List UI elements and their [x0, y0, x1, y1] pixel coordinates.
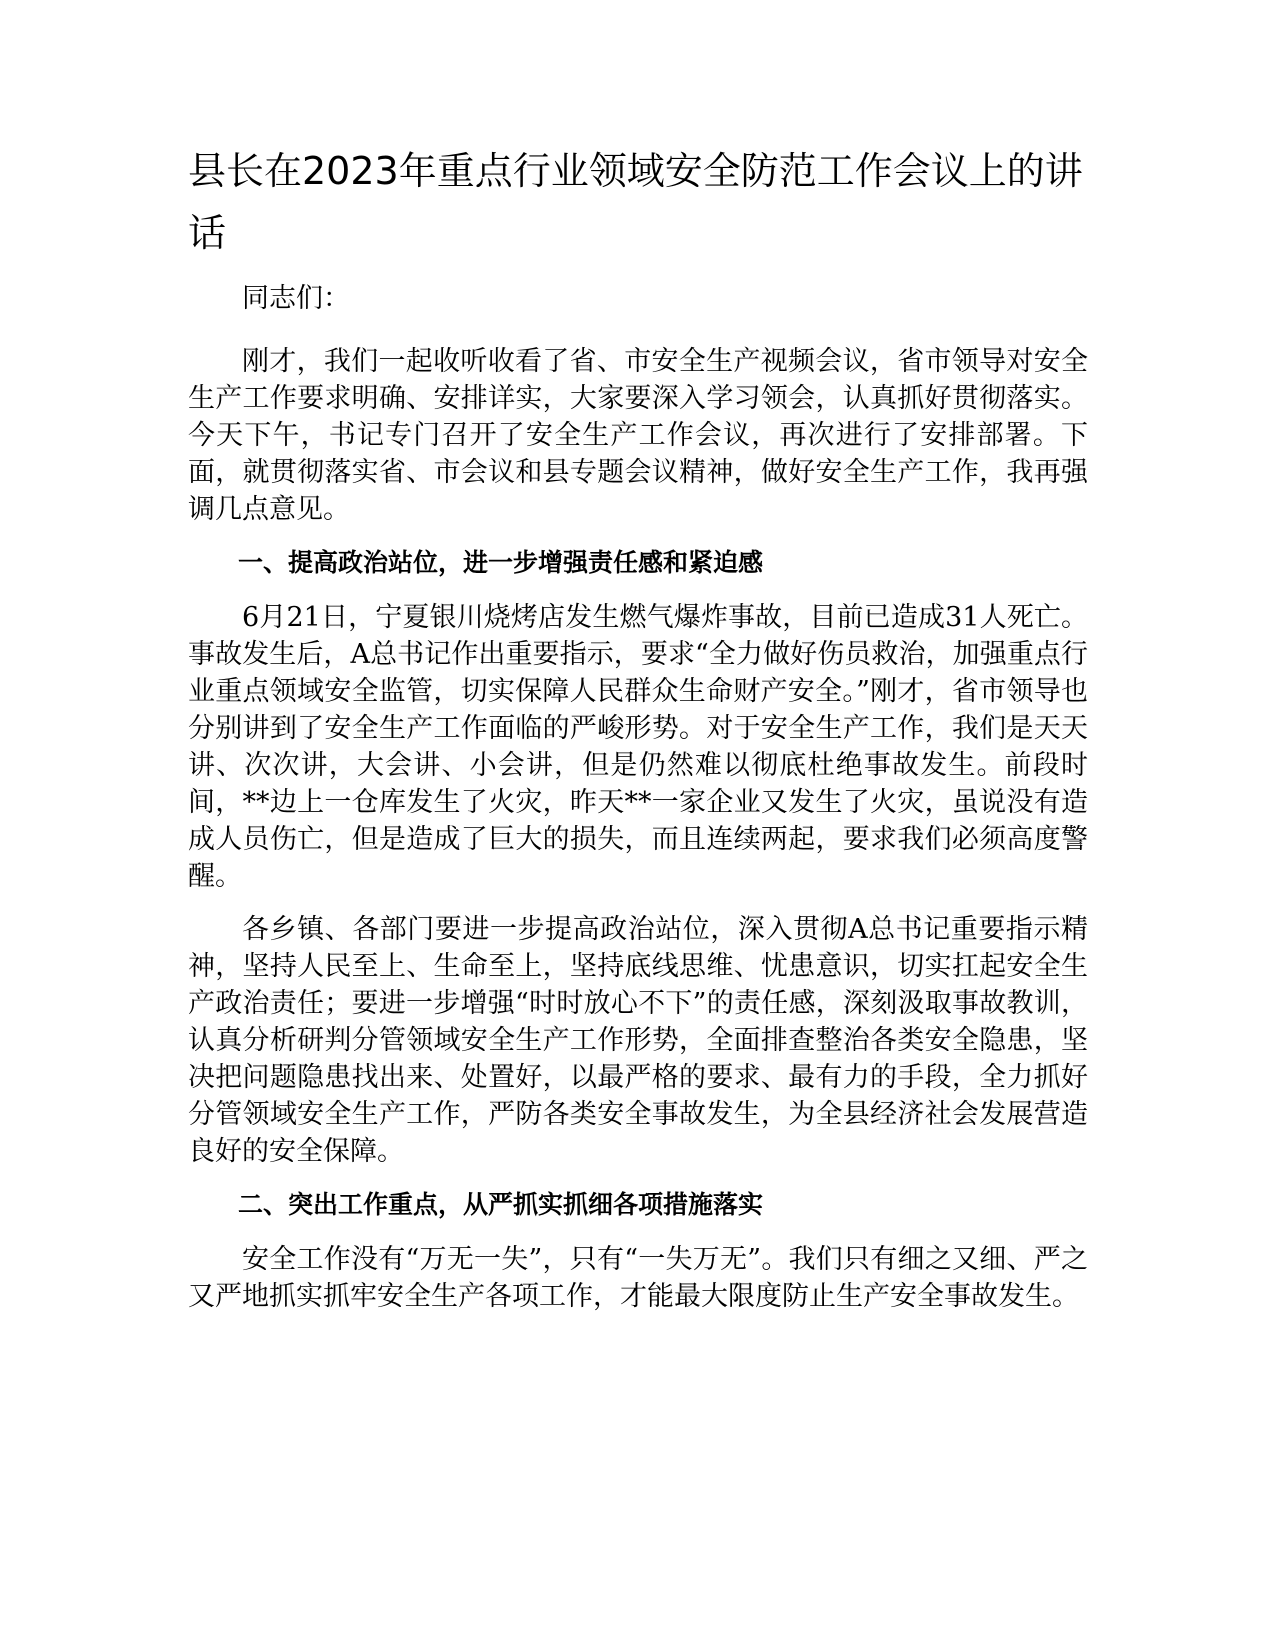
- section-heading-2: 二、突出工作重点，从严抓实抓细各项措施落实: [238, 1190, 764, 1219]
- section-heading-1: 一、提高政治站位，进一步增强责任感和紧迫感: [238, 548, 764, 577]
- document-page: [188, 140, 1088, 1331]
- section-2-paragraph-1: 安全工作没有“万无一失”，只有“一失万无”。我们只有细之又细、严之又严地抓实抓牢安全生产各项工作，才能最大限度防止生产安全事故发生。: [188, 1244, 1088, 1312]
- intro-paragraph: 刚才，我们一起收听收看了省、市安全生产视频会议，省市领导对安全生产工作要求明确、安排详实，大家要深入学习领会，认真抓好贯彻落实。今天下午，书记专门召开了安全生产工作会议，再次进行了安排部署。下面，就贯彻落实省、市会议和县专题会议精神，做好安全生产工作，我再强调几点意见。: [188, 346, 1088, 525]
- section-1-paragraph-2: 各乡镇、各部门要进一步提高政治站位，深入贯彻A总书记重要指示精神，坚持人民至上、生命至上，坚持底线思维、忧患意识，切实扛起安全生产政治责任；要进一步增强“时时放心不下”的责任感，深刻汲取事故教训，认真分析研判分管领域安全生产工作形势，全面排查整治各类安全隐患，坚决把问题隐患找出来、处置好，以最严格的要求、最有力的手段，全力抓好分管领域安全生产工作，严防各类安全事故发生，为全县经济社会发展营造良好的安全保障。: [188, 914, 1088, 1167]
- section-1-paragraph-1: 6月21日，宁夏银川烧烤店发生燃气爆炸事故，目前已造成31人死亡。事故发生后，A总书记作出重要指示，要求“全力做好伤员救治，加强重点行业重点领域安全监管，切实保障人民群众生命财产安全。”刚才，省市领导也分别讲到了安全生产工作面临的严峻形势。对于安全生产工作，我们是天天讲、次次讲，大会讲、小会讲，但是仍然难以彻底杜绝事故发生。前段时间，**边上一仓库发生了火灾，昨天**一家企业又发生了火灾，虽说没有造成人员伤亡，但是造成了巨大的损失，而且连续两起，要求我们必须高度警醒。: [188, 602, 1088, 892]
- salutation: 同志们：: [242, 283, 350, 314]
- document-title: 县长在2023年重点行业领域安全防范工作会议上的讲话: [188, 149, 1083, 255]
